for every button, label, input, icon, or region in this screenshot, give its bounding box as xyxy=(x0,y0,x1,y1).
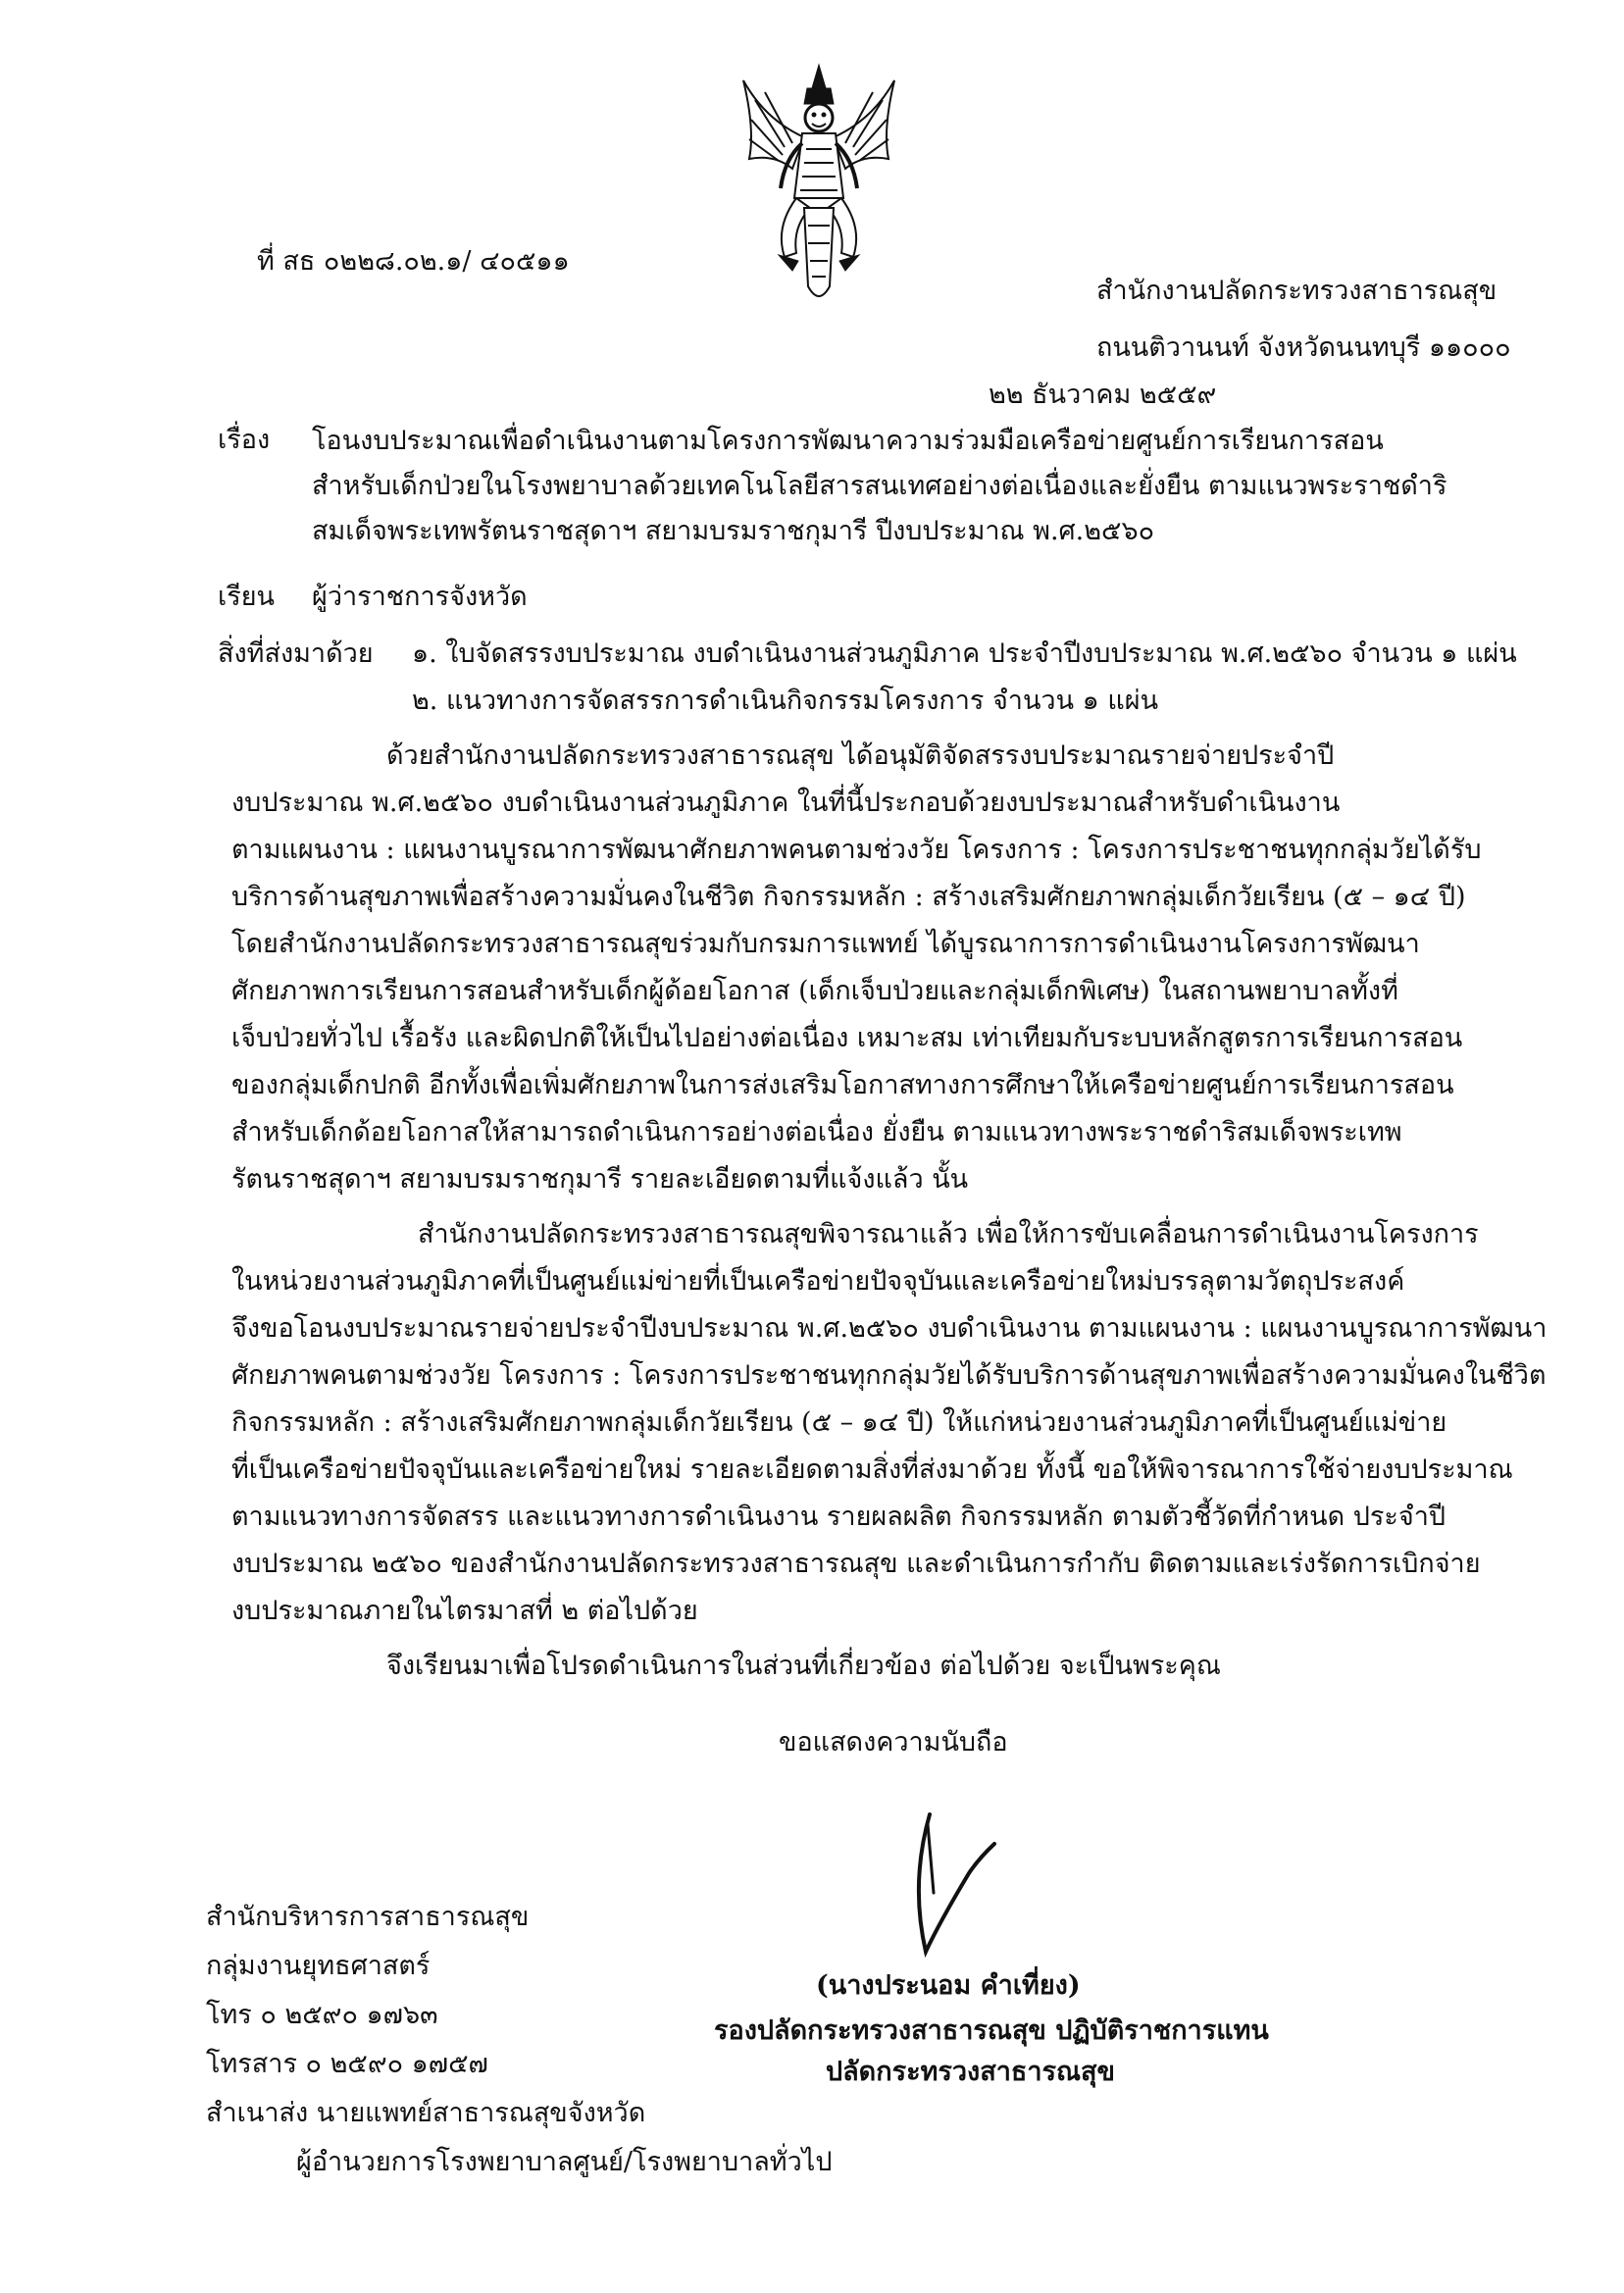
footer-phone: โทร ๐ ๒๕๙๐ ๑๗๖๓ xyxy=(206,2000,438,2030)
footer-group: กลุ่มงานยุทธศาสตร์ xyxy=(206,1951,431,1981)
body-line: ศักยภาพคนตามช่วงวัย โครงการ : โครงการประชาชนทุกกลุ่มวัยได้รับบริการด้านสุขภาพเพื่อสร้างความมั่นคงในชีวิต xyxy=(231,1360,1547,1391)
issuer-org: สำนักงานปลัดกระทรวงสาธารณสุข xyxy=(1096,276,1497,306)
body-line: สำหรับเด็กด้อยโอกาสให้สามารถดำเนินการอย่างต่อเนื่อง ยั่งยืน ตามแนวทางพระราชดำริสมเด็จพระเทพ xyxy=(231,1117,1402,1147)
subject-line: สมเด็จพระเทพรัตนราชสุดาฯ สยามบรมราชกุมารี ปีงบประมาณ พ.ศ.๒๕๖๐ xyxy=(312,516,1155,546)
signatory-name: (นางประนอม คำเที่ยง) xyxy=(816,1970,1081,2001)
body-line: กิจกรรมหลัก : สร้างเสริมศักยภาพกลุ่มเด็กวัยเรียน (๕ – ๑๔ ปี) ให้แก่หน่วยงานส่วนภูมิภาคที่เป็นศูนย์แม่ข่าย xyxy=(231,1407,1447,1438)
body-line: รัตนราชสุดาฯ สยามบรมราชกุมารี รายละเอียดตามที่แจ้งแล้ว นั้น xyxy=(231,1164,969,1195)
body-line: ศักยภาพการเรียนการสอนสำหรับเด็กผู้ด้อยโอกาส (เด็กเจ็บป่วยและกลุ่มเด็กพิเศษ) ในสถานพยาบาลทั้งที่ xyxy=(231,976,1398,1006)
body-line: บริการด้านสุขภาพเพื่อสร้างความมั่นคงในชีวิต กิจกรรมหลัก : สร้างเสริมศักยภาพกลุ่มเด็กวัยเรียน (๕ – ๑๔ ปี) xyxy=(231,882,1466,912)
signatory-position: รองปลัดกระทรวงสาธารณสุข ปฏิบัติราชการแทน xyxy=(714,2015,1269,2046)
footer-cc: สำเนาส่ง นายแพทย์สาธารณสุขจังหวัด xyxy=(206,2098,646,2128)
closing-line: จึงเรียนมาเพื่อโปรดดำเนินการในส่วนที่เกี่ยวข้อง ต่อไปด้วย จะเป็นพระคุณ xyxy=(386,1651,1221,1681)
footer-cc-second: ผู้อำนวยการโรงพยาบาลศูนย์/โรงพยาบาลทั่วไป xyxy=(296,2147,833,2177)
enclosure-item: ๒. แนวทางการจัดสรรการดำเนินกิจกรรมโครงการ จำนวน ๑ แผ่น xyxy=(412,686,1159,716)
subject-line: โอนงบประมาณเพื่อดำเนินงานตามโครงการพัฒนาความร่วมมือเครือข่ายศูนย์การเรียนการสอน xyxy=(312,426,1384,456)
salutation-recipient: ผู้ว่าราชการจังหวัด xyxy=(312,582,528,612)
salutation-label: เรียน xyxy=(218,582,276,612)
subject-label: เรื่อง xyxy=(218,425,271,455)
regards-line: ขอแสดงความนับถือ xyxy=(779,1727,1008,1758)
body-line: จึงขอโอนงบประมาณรายจ่ายประจำปีงบประมาณ พ.ศ.๒๕๖๐ งบดำเนินงาน ตามแผนงาน : แผนงานบูรณาการพัฒนา xyxy=(231,1313,1548,1344)
body-line: งบประมาณ พ.ศ.๒๕๖๐ งบดำเนินงานส่วนภูมิภาค ในที่นี้ประกอบด้วยงบประมาณสำหรับดำเนินงาน xyxy=(231,788,1341,818)
subject-text xyxy=(312,419,1538,554)
footer-fax: โทรสาร ๐ ๒๕๙๐ ๑๗๕๗ xyxy=(206,2049,488,2079)
body-line: ด้วยสำนักงานปลัดกระทรวงสาธารณสุข ได้อนุมัติจัดสรรงบประมาณรายจ่ายประจำปี xyxy=(386,740,1335,771)
enclosures-label: สิ่งที่ส่งมาด้วย xyxy=(218,638,374,669)
issuer-address: ถนนติวานนท์ จังหวัดนนทบุรี ๑๑๐๐๐ xyxy=(1096,332,1511,363)
body-line: ของกลุ่มเด็กปกติ อีกทั้งเพื่อเพิ่มศักยภาพในการส่งเสริมโอกาสทางการศึกษาให้เครือข่ายศูนย์การเรียนการสอน xyxy=(231,1070,1454,1100)
enclosure-item: ๑. ใบจัดสรรงบประมาณ งบดำเนินงานส่วนภูมิภาค ประจำปีงบประมาณ พ.ศ.๒๕๖๐ จำนวน ๑ แผ่น xyxy=(412,638,1517,669)
body-line: สำนักงานปลัดกระทรวงสาธารณสุขพิจารณาแล้ว เพื่อให้การขับเคลื่อนการดำเนินงานโครงการ xyxy=(418,1219,1479,1249)
garuda-emblem-icon xyxy=(736,61,902,316)
body-line: งบประมาณภายในไตรมาสที่ ๒ ต่อไปด้วย xyxy=(231,1596,698,1626)
signatory-position-sub: ปลัดกระทรวงสาธารณสุข xyxy=(826,2057,1115,2087)
document-date: ๒๒ ธันวาคม ๒๕๕๙ xyxy=(989,380,1217,410)
body-line: โดยสำนักงานปลัดกระทรวงสาธารณสุขร่วมกับกรมการแพทย์ ได้บูรณาการการดำเนินงานโครงการพัฒนา xyxy=(231,929,1420,959)
subject-line: สำหรับเด็กป่วยในโรงพยาบาลด้วยเทคโนโลยีสารสนเทศอย่างต่อเนื่องและยั่งยืน ตามแนวพระราชดำริ xyxy=(312,471,1447,501)
body-line: ตามแนวทางการจัดสรร และแนวทางการดำเนินงาน รายผลผลิต กิจกรรมหลัก ตามตัวชี้วัดที่กำหนด ประจำปี xyxy=(231,1502,1446,1532)
document-number: ที่ สธ ๐๒๒๘.๐๒.๑/ ๔๐๕๑๑ xyxy=(257,246,570,277)
footer-department: สำนักบริหารการสาธารณสุข xyxy=(206,1902,530,1932)
signature-mark xyxy=(900,1805,998,1971)
body-line: ตามแผนงาน : แผนงานบูรณาการพัฒนาศักยภาพคนตามช่วงวัย โครงการ : โครงการประชาชนทุกกลุ่มวัยได้รับ xyxy=(231,835,1482,865)
body-line: งบประมาณ ๒๕๖๐ ของสำนักงานปลัดกระทรวงสาธารณสุข และดำเนินการกำกับ ติดตามและเร่งรัดการเบิกจ่าย xyxy=(231,1549,1481,1579)
body-line: ในหน่วยงานส่วนภูมิภาคที่เป็นศูนย์แม่ข่ายที่เป็นเครือข่ายปัจจุบันและเครือข่ายใหม่บรรลุตามวัตถุประสงค์ xyxy=(231,1266,1405,1297)
body-line: เจ็บป่วยทั่วไป เรื้อรัง และผิดปกติให้เป็นไปอย่างต่อเนื่อง เหมาะสม เท่าเทียมกับระบบหลักสูตรการเรียนการสอน xyxy=(231,1023,1463,1053)
body-line: ที่เป็นเครือข่ายปัจจุบันและเครือข่ายใหม่ รายละเอียดตามสิ่งที่ส่งมาด้วย ทั้งนี้ ขอให้พิจารณาการใช้จ่ายงบประมาณ xyxy=(231,1454,1513,1485)
